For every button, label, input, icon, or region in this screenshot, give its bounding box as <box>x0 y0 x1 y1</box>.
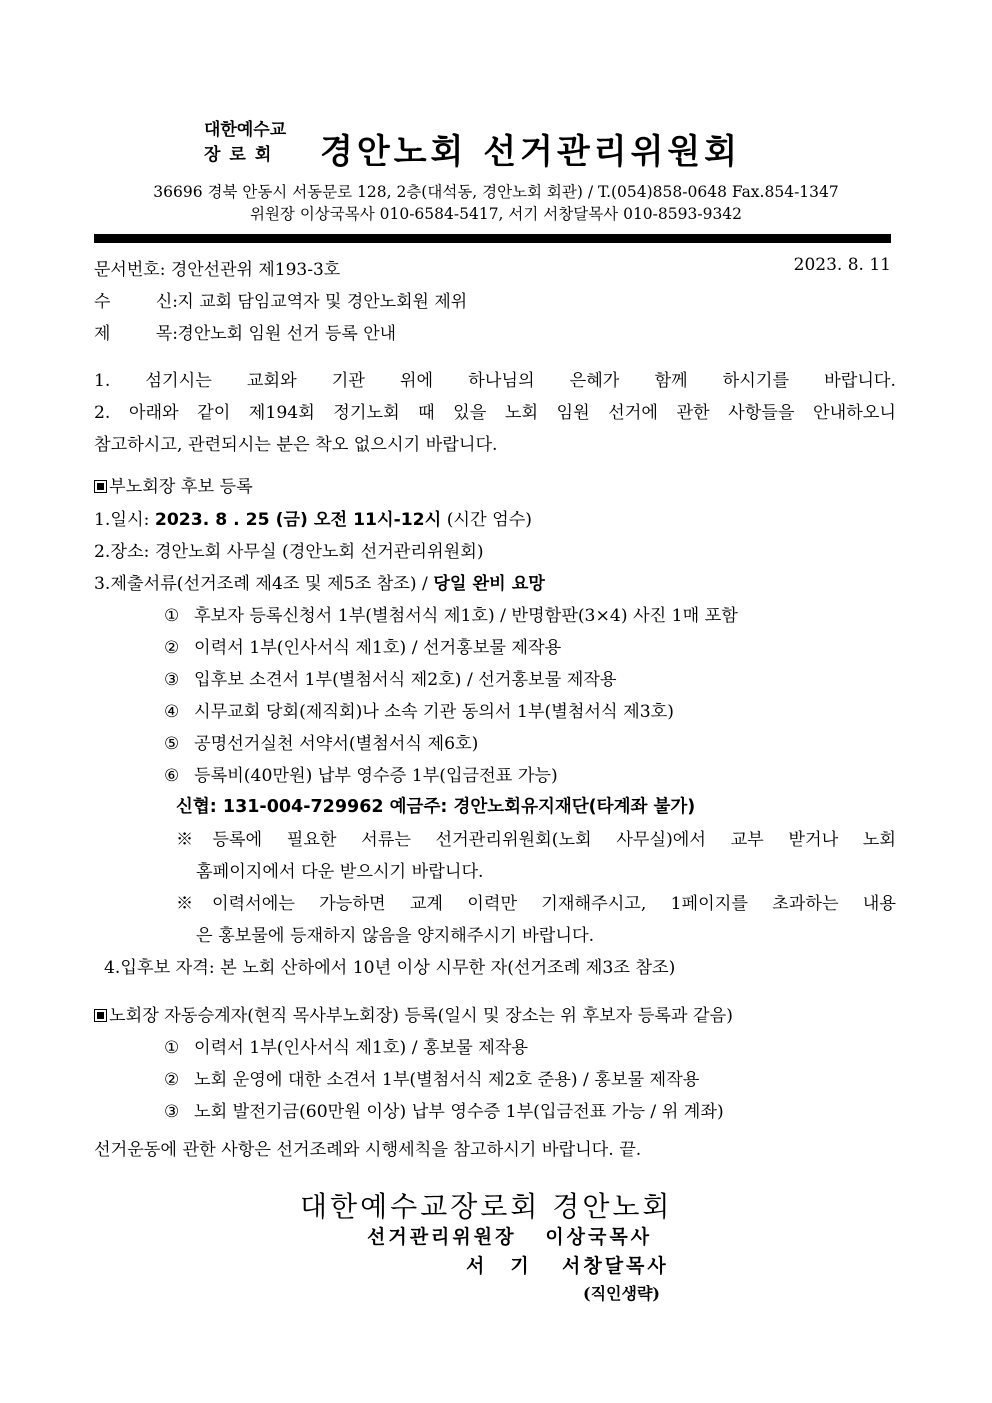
filled-square-icon <box>94 480 107 493</box>
signature-secretary <box>466 1251 669 1278</box>
note1-line1: ※등록에 필요한 서류는 선거관리위원회(노회 사무실)에서 교부 받거나 노회 <box>176 830 896 850</box>
recipient-label: 수 신: <box>94 292 178 312</box>
org-title: 경안노회 선거관리위원회 <box>320 132 742 172</box>
list-item <box>164 1065 699 1090</box>
item-number: ③ <box>164 1102 180 1122</box>
list-item <box>164 665 617 690</box>
doc-date: 2023. 8. 11 <box>793 255 891 275</box>
filled-square-icon <box>94 1009 107 1022</box>
item-text: 노회 발전기금(60만원 이상) 납부 영수증 1부(입금전표 가능 / 위 계좌) <box>194 1102 724 1122</box>
secretary-title: 서기 <box>466 1255 555 1277</box>
item-number: ① <box>164 606 180 626</box>
intro-paragraph-2-line1: 2. 아래와 같이 제194회 정기노회 때 있을 노회 임원 선거에 관한 사항들을 안내하오니 <box>94 403 896 423</box>
note1-line2: 홈페이지에서 다운 받으시기 바랍니다. <box>196 862 484 882</box>
item-number: ① <box>164 1038 180 1058</box>
intro-paragraph-1: 1. 섬기시는 교회와 기관 위에 하나님의 은혜가 함께 하시기를 바랍니다. <box>94 371 896 391</box>
list-item <box>164 1097 724 1122</box>
signature-chair: 선거관리위원장 이상국목사 <box>367 1226 653 1248</box>
contact-line: 위원장 이상국목사 010-6584-5417, 서기 서창달목사 010-8593-9342 <box>249 205 743 223</box>
item-number: ② <box>164 638 180 658</box>
recipient-value: 지 교회 담임교역자 및 경안노회원 제위 <box>177 292 468 312</box>
item-text: 입후보 소견서 1부(별첨서식 제2호) / 선거홍보물 제작용 <box>194 670 617 690</box>
list-item <box>164 697 674 722</box>
item-text: 이력서 1부(인사서식 제1호) / 선거홍보물 제작용 <box>194 638 562 658</box>
item-text: 등록비(40만원) 납부 영수증 1부(입금전표 가능) <box>194 766 558 786</box>
section1-heading-text: 부노회장 후보 등록 <box>109 477 253 497</box>
list-item <box>164 729 478 754</box>
item-text: 이력서 1부(인사서식 제1호) / 홍보물 제작용 <box>194 1038 529 1058</box>
item-number: ③ <box>164 670 180 690</box>
registration-place: 2.장소: 경안노회 사무실 (경안노회 선거관리위원회) <box>94 542 484 562</box>
closing-remark: 선거운동에 관한 사항은 선거조례와 시행세칙을 참고하시기 바랍니다. 끝. <box>94 1140 642 1160</box>
note2-line1: ※이력서에는 가능하면 교계 이력만 기재해주시고, 1페이지를 초과하는 내용 <box>176 894 896 914</box>
bank-account: 신협: 131-004-729962 예금주: 경안노회유지재단(타계좌 불가) <box>176 797 696 817</box>
item-number: ② <box>164 1070 180 1090</box>
subject-label: 제 목: <box>94 324 178 344</box>
header-divider <box>94 234 891 243</box>
date-value: 2023. 8 . 25 (금) 오전 11시-12시 <box>154 510 442 530</box>
intro-paragraph-2-line2: 참고하시고, 관련되시는 분은 착오 없으시기 바랍니다. <box>94 435 498 455</box>
org-small-line2: 장로회 <box>204 145 281 165</box>
item-number: ⑥ <box>164 766 180 786</box>
section2-heading <box>94 1001 733 1026</box>
section2-heading-text: 노회장 자동승계자(현직 목사부노회장) 등록(일시 및 장소는 위 후보자 등록과 같음) <box>109 1006 733 1026</box>
list-item <box>164 601 738 626</box>
list-item <box>164 761 558 786</box>
registration-date <box>94 505 532 530</box>
doc-number-row <box>94 255 891 280</box>
subject-value: 경안노회 임원 선거 등록 안내 <box>177 324 397 344</box>
date-label: 1.일시: <box>94 510 150 530</box>
item-number: ⑤ <box>164 734 180 754</box>
section1-heading <box>94 472 253 497</box>
qualification: 4.입후보 자격: 본 노회 산하에서 10년 이상 시무한 자(선거조례 제3조 참조) <box>104 958 676 978</box>
recipient-row <box>94 287 891 312</box>
item-text: 노회 운영에 대한 소견서 1부(별첨서식 제2호 준용) / 홍보물 제작용 <box>194 1070 700 1090</box>
required-docs <box>94 569 545 594</box>
list-item <box>164 1033 528 1058</box>
docs-emphasis: 당일 완비 요망 <box>433 574 545 594</box>
subject-row <box>94 319 891 344</box>
signature-org: 대한예수교장로회 경안노회 <box>300 1190 673 1223</box>
org-denomination <box>204 118 316 168</box>
list-item <box>164 633 561 658</box>
item-number: ④ <box>164 702 180 722</box>
secretary-name: 서창달목사 <box>562 1255 669 1277</box>
seal-note: (직인생략) <box>583 1284 660 1303</box>
docs-label: 3.제출서류(선거조례 제4조 및 제5조 참조) / <box>94 574 428 594</box>
org-small-line1: 대한예수교 <box>204 120 287 140</box>
item-text: 후보자 등록신청서 1부(별첨서식 제1호) / 반명함판(3×4) 사진 1매 포함 <box>194 606 738 626</box>
address-line: 36696 경북 안동시 서동문로 128, 2층(대석동, 경안노회 회관) / T.(054)858-0648 Fax.854-1347 <box>153 183 839 201</box>
date-note: (시간 엄수) <box>446 510 533 530</box>
doc-number: 문서번호: 경안선관위 제193-3호 <box>94 260 341 280</box>
item-text: 공명선거실천 서약서(별첨서식 제6호) <box>194 734 479 754</box>
item-text: 시무교회 당회(제직회)나 소속 기관 동의서 1부(별첨서식 제3호) <box>194 702 674 722</box>
note2-line2: 은 홍보물에 등재하지 않음을 양지해주시기 바랍니다. <box>196 926 595 946</box>
